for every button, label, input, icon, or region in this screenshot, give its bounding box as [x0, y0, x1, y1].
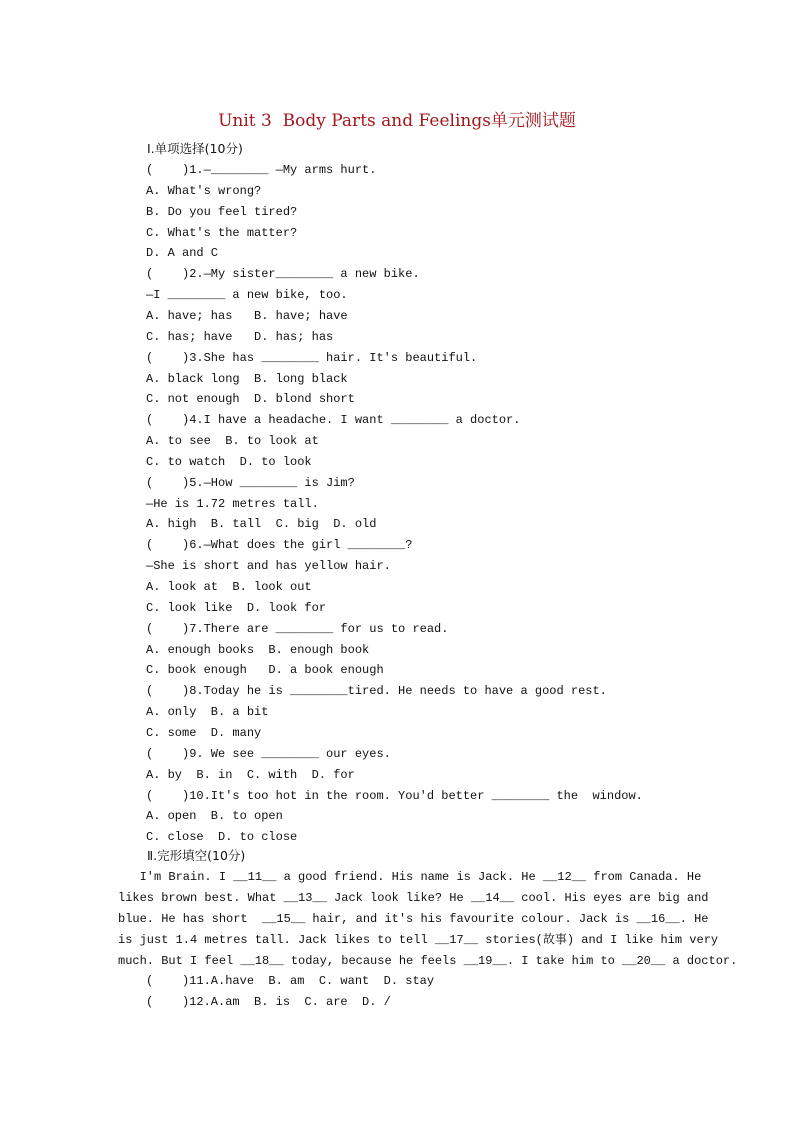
question-line: —She is short and has yellow hair. [146, 559, 391, 574]
passage-line: is just 1.4 metres tall. Jack likes to tell __17__ stories(故事) and I like him very [118, 932, 719, 947]
question-line: ( )10.It's too hot in the room. You'd better ________ the window. [146, 788, 643, 803]
question-line: A. high B. tall C. big D. old [146, 517, 377, 532]
question-line: A. have; has B. have; have [146, 308, 348, 323]
cloze-option-line: ( )11.A.have B. am C. want D. stay [146, 974, 435, 988]
cloze-option-line: ( )12.A.am B. is C. are D. / [146, 995, 391, 1009]
section2-heading: Ⅱ.完形填空(10分) [147, 848, 246, 863]
section1-heading: Ⅰ.单项选择(10分) [147, 141, 243, 156]
question-line: ( )6.—What does the girl ________? [146, 538, 413, 553]
question-line: A. black long B. long black [146, 371, 348, 386]
question-line: C. book enough D. a book enough [146, 663, 384, 678]
question-line: ( )2.—My sister________ a new bike. [146, 267, 420, 282]
question-line: —I ________ a new bike, too. [146, 288, 348, 303]
question-line: A. to see B. to look at [146, 434, 319, 449]
question-line: B. Do you feel tired? [146, 204, 298, 219]
question-line: —He is 1.72 metres tall. [146, 496, 319, 511]
question-line: A. enough books B. enough book [146, 642, 370, 657]
question-line: C. not enough D. blond short [146, 392, 355, 407]
question-line: ( )8.Today he is ________tired. He needs to have a good rest. [146, 684, 607, 699]
question-line: A. only B. a bit [146, 705, 269, 720]
passage-line: I'm Brain. I __11__ a good friend. His name is Jack. He __12__ from Canada. He [118, 870, 702, 884]
question-line: C. some D. many [146, 725, 262, 740]
question-line: ( )9. We see ________ our eyes. [146, 746, 391, 761]
question-line: C. look like D. look for [146, 600, 327, 615]
passage-line: likes brown best. What __13__ Jack look like? He __14__ cool. His eyes are big and [118, 890, 709, 905]
question-line: C. has; have D. has; has [146, 329, 334, 344]
question-line: C. to watch D. to look [146, 454, 312, 469]
question-line: A. look at B. look out [146, 580, 312, 594]
question-line: ( )5.—How ________ is Jim? [146, 475, 355, 490]
question-line: ( )3.She has ________ hair. It's beautiful. [146, 350, 478, 365]
passage-line: much. But I feel __18__ today, because he feels __19__. I take him to __20__ a doctor. [118, 953, 738, 968]
question-line: C. close D. to close [146, 830, 298, 845]
question-line: A. What's wrong? [146, 183, 262, 198]
passage-line: blue. He has short __15__ hair, and it's his favourite colour. Jack is __16__. He [118, 911, 709, 926]
question-line: C. What's the matter? [146, 225, 298, 240]
question-line: A. open B. to open [146, 809, 283, 824]
question-line: D. A and C [146, 246, 219, 261]
question-line: ( )4.I have a headache. I want ________ a doctor. [146, 413, 521, 428]
question-line: A. by B. in C. with D. for [146, 767, 355, 782]
question-line: ( )7.There are ________ for us to read. [146, 621, 449, 636]
question-line: ( )1.—________ —My arms hurt. [146, 163, 377, 177]
page-title: Unit 3 Body Parts and Feelings单元测试题 [218, 111, 576, 131]
